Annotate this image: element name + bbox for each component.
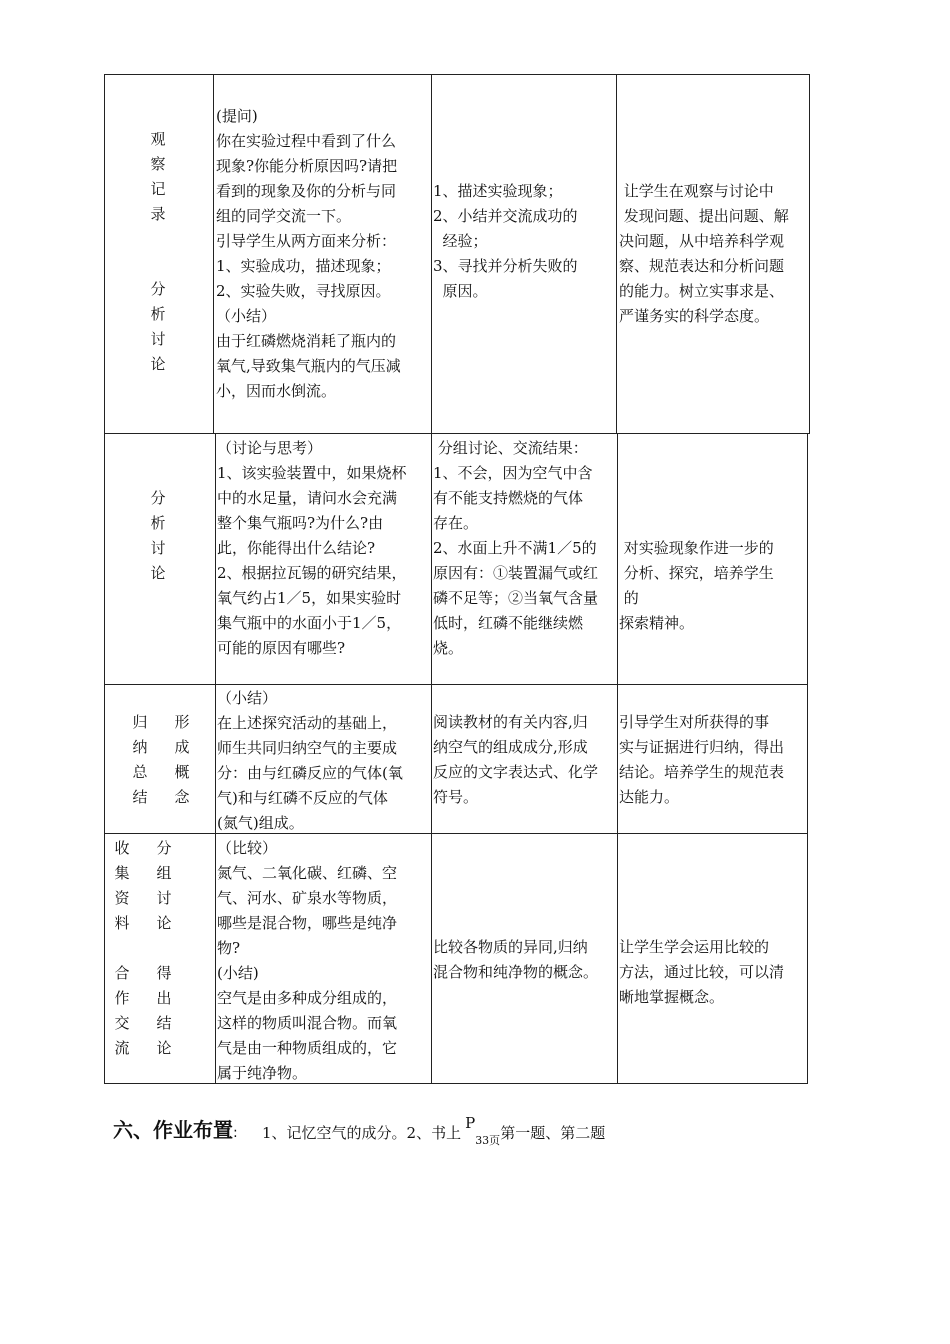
homework-item-a: 1、记忆空气的成分。2、书上 <box>262 1124 462 1142</box>
cell-line: 组 <box>156 864 172 882</box>
cell-line: 严谨务实的科学态度。 <box>619 307 770 325</box>
cell-line: 2、根据拉瓦锡的研究结果， <box>217 564 407 582</box>
cell-line: 资 <box>114 889 130 907</box>
cell-line: 比较各物质的异同,归纳 <box>433 938 588 956</box>
cell-line: 1、该实验装置中，如果烧杯 <box>217 464 407 482</box>
cell-line: 氮气、二氧化碳、红磷、空 <box>217 864 398 882</box>
cell-line: 流 <box>114 1039 130 1057</box>
cell-line: 这样的物质叫混合物。而氧 <box>217 1014 398 1032</box>
student-activity <box>433 710 598 810</box>
cell-line: 念 <box>174 788 190 806</box>
stage-text <box>140 127 176 227</box>
cell-line: 论 <box>156 1039 172 1057</box>
cell-line: 结 <box>132 788 148 806</box>
student-activity <box>433 436 598 661</box>
cell-line: 在上述探究活动的基础上， <box>217 714 398 732</box>
cell-line: 分组讨论、交流结果： <box>433 439 588 457</box>
col-divider <box>431 433 432 1084</box>
cell-line: 原因有：①装置漏气或红 <box>433 564 599 582</box>
cell-line: 探索精神。 <box>619 614 695 632</box>
cell-line: 氧气,导致集气瓶内的气压减 <box>216 357 401 375</box>
cell-line: 合 <box>114 964 130 982</box>
cell-line: 对实验现象作进一步的 <box>619 539 774 557</box>
cell-line: 概 <box>174 763 190 781</box>
teacher-activity <box>216 104 401 404</box>
cell-line: 1、不会，因为空气中含 <box>433 464 593 482</box>
stage-label <box>140 127 176 377</box>
cell-line: 归 <box>132 713 148 731</box>
col-divider <box>431 74 432 434</box>
cell-line: 纳空气的组成成分,形成 <box>433 738 588 756</box>
cell-line: 论 <box>156 914 172 932</box>
cell-line: 低时，红磷不能继续燃 <box>433 614 584 632</box>
cell-line: （讨论与思考） <box>217 439 323 457</box>
cell-line: 收 <box>114 839 130 857</box>
cell-line: (提问) <box>216 107 258 125</box>
stage-label-right <box>172 710 192 810</box>
cell-line: 交 <box>114 1014 130 1032</box>
cell-line: 存在。 <box>433 514 479 532</box>
teacher-activity <box>217 836 397 1086</box>
cell-line: 磷不足等；②当氧气含量 <box>433 589 599 607</box>
cell-line <box>112 936 132 961</box>
cell-line: 出 <box>156 989 172 1007</box>
design-intent <box>619 935 784 1010</box>
cell-line: 形 <box>174 713 190 731</box>
cell-line: 引导学生从两方面来分析： <box>216 232 397 250</box>
cell-line: (氮气)组成。 <box>217 814 304 832</box>
cell-line: 的能力。树立实事求是、 <box>619 282 785 300</box>
cell-line: 作 <box>114 989 130 1007</box>
design-intent <box>619 179 789 329</box>
stage-label-left <box>130 710 150 810</box>
row-divider <box>104 684 808 685</box>
cell-line: 实与证据进行归纳，得出 <box>619 738 785 756</box>
cell-line: 原因。 <box>433 282 488 300</box>
col-divider <box>617 433 618 1084</box>
homework-colon: : <box>233 1125 238 1141</box>
row-divider <box>104 833 808 834</box>
homework-text <box>262 1114 606 1147</box>
design-intent <box>619 536 774 636</box>
cell-line: 属于纯净物。 <box>217 1064 308 1082</box>
cell-line: 纳 <box>132 738 148 756</box>
student-activity <box>433 179 578 304</box>
cell-line <box>154 936 174 961</box>
cell-line: 整个集气瓶吗?为什么?由 <box>217 514 384 532</box>
cell-line: 氧气约占1／5，如果实验时 <box>217 589 402 607</box>
cell-line: 气是由一种物质组成的，它 <box>217 1039 398 1057</box>
cell-line: 气)和与红磷不反应的气体 <box>217 789 388 807</box>
homework-item-b: 第一题、第二题 <box>500 1124 606 1142</box>
cell-line: 成 <box>174 738 190 756</box>
col-divider <box>616 74 617 434</box>
cell-line: 空气是由多种成分组成的， <box>217 989 398 1007</box>
cell-line: 分 <box>156 839 172 857</box>
cell-line: 可能的原因有哪些? <box>217 639 346 657</box>
cell-line: 物? <box>217 939 241 957</box>
cell-line: 现象?你能分析原因吗?请把 <box>216 157 398 175</box>
cell-line: 1、实验成功，描述现象； <box>216 257 391 275</box>
cell-line: 中的水足量，请问水会充满 <box>217 489 398 507</box>
col-divider <box>213 74 214 434</box>
cell-line: 的 <box>619 589 639 607</box>
cell-line: 此，你能得出什么结论? <box>217 539 376 557</box>
cell-line: 分析、探究，培养学生 <box>619 564 774 582</box>
cell-line: 让学生在观察与讨论中 <box>619 182 774 200</box>
stage-label-left <box>112 836 132 1061</box>
cell-line: 晰地掌握概念。 <box>619 988 725 1006</box>
cell-line: 经验； <box>433 232 488 250</box>
cell-line: 小，因而水倒流。 <box>216 382 337 400</box>
teacher-activity <box>217 436 407 661</box>
cell-line: 讨 <box>156 889 172 907</box>
cell-line: 2、实验失败，寻找原因。 <box>216 282 391 300</box>
homework-heading: 六、作业布置 <box>113 1118 233 1142</box>
cell-line: 结论。培养学生的规范表 <box>619 763 785 781</box>
page-number: 33页 <box>475 1134 501 1147</box>
cell-line: 反应的文字表达式、化学 <box>433 763 599 781</box>
cell-line: 哪些是混合物，哪些是纯净 <box>217 914 398 932</box>
cell-line: 3、寻找并分析失败的 <box>433 257 578 275</box>
cell-line: 达能力。 <box>619 788 680 806</box>
cell-line: （小结） <box>216 307 277 325</box>
cell-line: (小结) <box>217 964 259 982</box>
student-activity <box>433 935 598 985</box>
cell-line: 1、描述实验现象； <box>433 182 563 200</box>
cell-line: 集气瓶中的水面小于1／5， <box>217 614 402 632</box>
stage-vertical-text: 分析讨论 <box>150 280 166 373</box>
cell-line: 方法，通过比较，可以清 <box>619 963 785 981</box>
cell-line: 料 <box>114 914 130 932</box>
cell-line: 引导学生对所获得的事 <box>619 713 770 731</box>
cell-line: 烧。 <box>433 639 464 657</box>
cell-line: 决问题，从中培养科学观 <box>619 232 785 250</box>
cell-line: 2、小结并交流成功的 <box>433 207 578 225</box>
cell-line: 总 <box>132 763 148 781</box>
cell-line: （比较） <box>217 839 278 857</box>
cell-line: 发现问题、提出问题、解 <box>619 207 789 225</box>
stage-label <box>140 486 176 586</box>
cell-line: 得 <box>156 964 172 982</box>
cell-line: 察、规范表达和分析问题 <box>619 257 785 275</box>
stage-vertical-text: 分析讨论 <box>150 489 166 582</box>
design-intent <box>619 710 784 810</box>
cell-line: 让学生学会运用比较的 <box>619 938 770 956</box>
cell-line: 阅读教材的有关内容,归 <box>433 713 588 731</box>
cell-line: 混合物和纯净物的概念。 <box>433 963 599 981</box>
cell-line: 你在实验过程中看到了什么 <box>216 132 397 150</box>
cell-line: 由于红磷燃烧消耗了瓶内的 <box>216 332 397 350</box>
cell-line: 看到的现象及你的分析与同 <box>216 182 397 200</box>
cell-line: 集 <box>114 864 130 882</box>
cell-line: 师生共同归纳空气的主要成 <box>217 739 398 757</box>
col-divider <box>215 433 216 1084</box>
stage-label-right <box>154 836 174 1061</box>
cell-line: （小结） <box>217 689 278 707</box>
cell-line: 符号。 <box>433 788 479 806</box>
cell-line: 分：由与红磷反应的气体(氧 <box>217 764 403 782</box>
cell-line: 组的同学交流一下。 <box>216 207 352 225</box>
cell-line: 有不能支持燃烧的气体 <box>433 489 584 507</box>
homework-title <box>113 1114 238 1143</box>
cell-line: 结 <box>156 1014 172 1032</box>
teacher-activity <box>217 686 403 836</box>
stage-vertical-text: 观察记录 <box>150 130 166 223</box>
cell-line: 气、河水、矿泉水等物质， <box>217 889 398 907</box>
stage-text <box>140 277 176 377</box>
page-letter: P <box>465 1114 476 1132</box>
cell-line: 2、水面上升不满1／5的 <box>433 539 597 557</box>
